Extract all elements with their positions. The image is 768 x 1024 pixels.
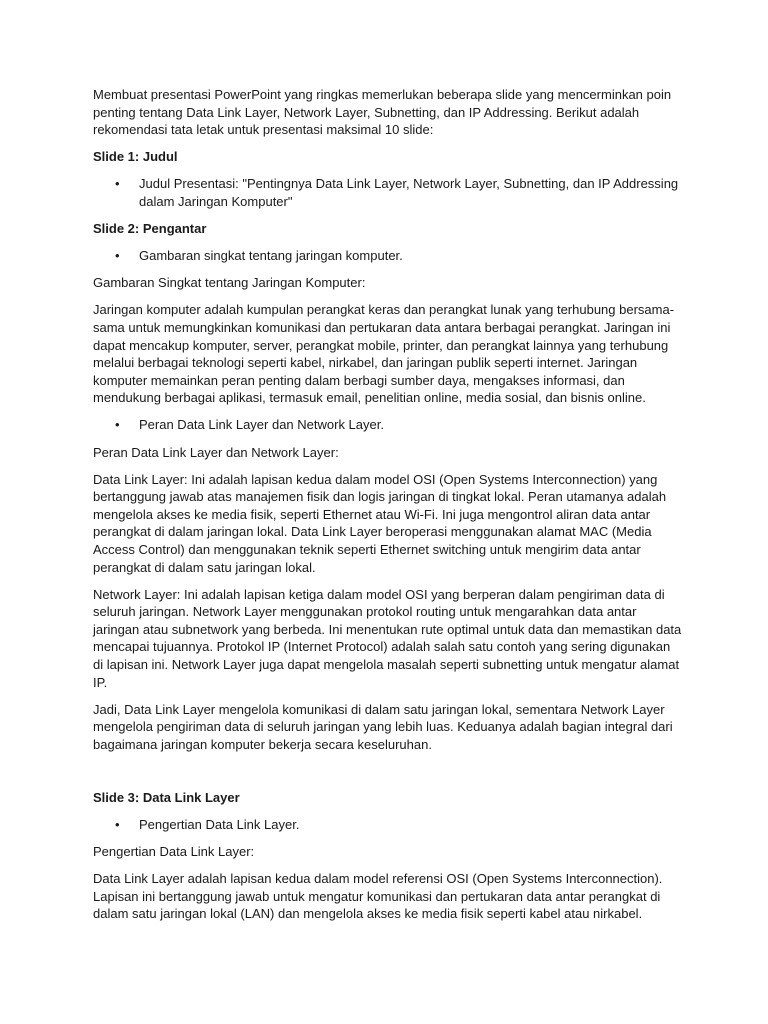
- slide-2-paragraph-1: Jaringan komputer adalah kumpulan perangkat keras dan perangkat lunak yang terhubung bersama-sama untuk memungkinkan komunikasi dan pertukaran data antara berbagai perangkat. Jaringan ini dapat mencakup komputer, server, perangkat mobile, printer, dan perangkat lainnya yang terhubung melalui berbagai teknologi seperti kabel, nirkabel, dan jaringan publik seperti internet. Jaringan komputer memainkan peran penting dalam berbagi sumber daya, mengakses informasi, dan mendukung berbagai aplikasi, termasuk email, penelitian online, media sosial, dan bisnis online.: [93, 302, 675, 406]
- bullet-icon: •: [115, 417, 120, 433]
- list-item: [93, 247, 683, 265]
- slide-3-subheading-1: Pengertian Data Link Layer:: [93, 844, 255, 860]
- bullet-icon: •: [115, 817, 120, 833]
- list-item: [93, 816, 683, 834]
- slide-2-bullet-2-text: Peran Data Link Layer dan Network Layer.: [139, 417, 384, 433]
- intro-paragraph: Membuat presentasi PowerPoint yang ringkas memerlukan beberapa slide yang mencerminkan poin penting tentang Data Link Layer, Network Layer, Subnetting, dan IP Addressing. Berikut adalah rekomendasi tata letak untuk presentasi maksimal 10 slide:: [93, 87, 672, 138]
- slide-2-subheading-1: Gambaran Singkat tentang Jaringan Komputer:: [93, 275, 366, 291]
- document-page: [93, 86, 683, 933]
- list-item: [93, 416, 683, 434]
- slide-3-paragraph-1: Data Link Layer adalah lapisan kedua dalam model referensi OSI (Open Systems Interconnection). Lapisan ini bertanggung jawab untuk mengatur komunikasi dan pertukaran data antar perangkat di dalam satu jaringan lokal (LAN) dan mengelola akses ke media fisik seperti kabel atau nirkabel.: [93, 871, 663, 922]
- slide-2-paragraph-4: Jadi, Data Link Layer mengelola komunikasi di dalam satu jaringan lokal, sementara Network Layer mengelola pengiriman data di seluruh jaringan yang lebih luas. Keduanya adalah bagian integral dari bagaimana jaringan komputer bekerja secara keseluruhan.: [93, 701, 673, 752]
- slide-2-bullet-1-text: Gambaran singkat tentang jaringan komputer.: [139, 248, 403, 264]
- slide-2-paragraph-3: Network Layer: Ini adalah lapisan ketiga dalam model OSI yang berperan dalam pengiriman data di seluruh jaringan. Network Layer menggunakan protokol routing untuk mengarahkan data antar jaringan atau subnetwork yang berbeda. Ini menentukan rute optimal untuk data dan memastikan data mencapai tujuannya. Protokol IP (Internet Protocol) adalah salah satu contoh yang sering digunakan di lapisan ini. Network Layer juga dapat mengelola masalah seperti subnetting untuk mengatur alamat IP.: [93, 586, 682, 690]
- spacer: [93, 763, 683, 789]
- bullet-icon: •: [115, 176, 120, 192]
- slide-2-paragraph-2: Data Link Layer: Ini adalah lapisan kedua dalam model OSI (Open Systems Interconnection) yang bertanggung jawab atas manajemen fisik dan logis jaringan di tingkat lokal. Peran utamanya adalah mengelola akses ke media fisik, seperti Ethernet atau Wi-Fi. Ini juga mengontrol aliran data antar perangkat di dalam jaringan lokal. Data Link Layer beroperasi menggunakan alamat MAC (Media Access Control) dan menggunakan teknik seperti Ethernet switching untuk mengirim data antar perangkat di dalam satu jaringan lokal.: [93, 471, 667, 575]
- slide-3-heading: Slide 3: Data Link Layer: [93, 790, 240, 805]
- slide-2-heading: Slide 2: Pengantar: [93, 221, 207, 237]
- slide-3-bullet-1-text: Pengertian Data Link Layer.: [139, 817, 300, 833]
- list-item: [93, 175, 683, 210]
- slide-1-heading: Slide 1: Judul: [93, 149, 178, 165]
- slide-1-bullet-text: Judul Presentasi: "Pentingnya Data Link Layer, Network Layer, Subnetting, dan IP Addressing dalam Jaringan Komputer": [139, 176, 679, 209]
- slide-2-subheading-2: Peran Data Link Layer dan Network Layer:: [93, 444, 339, 460]
- bullet-icon: •: [115, 248, 120, 264]
